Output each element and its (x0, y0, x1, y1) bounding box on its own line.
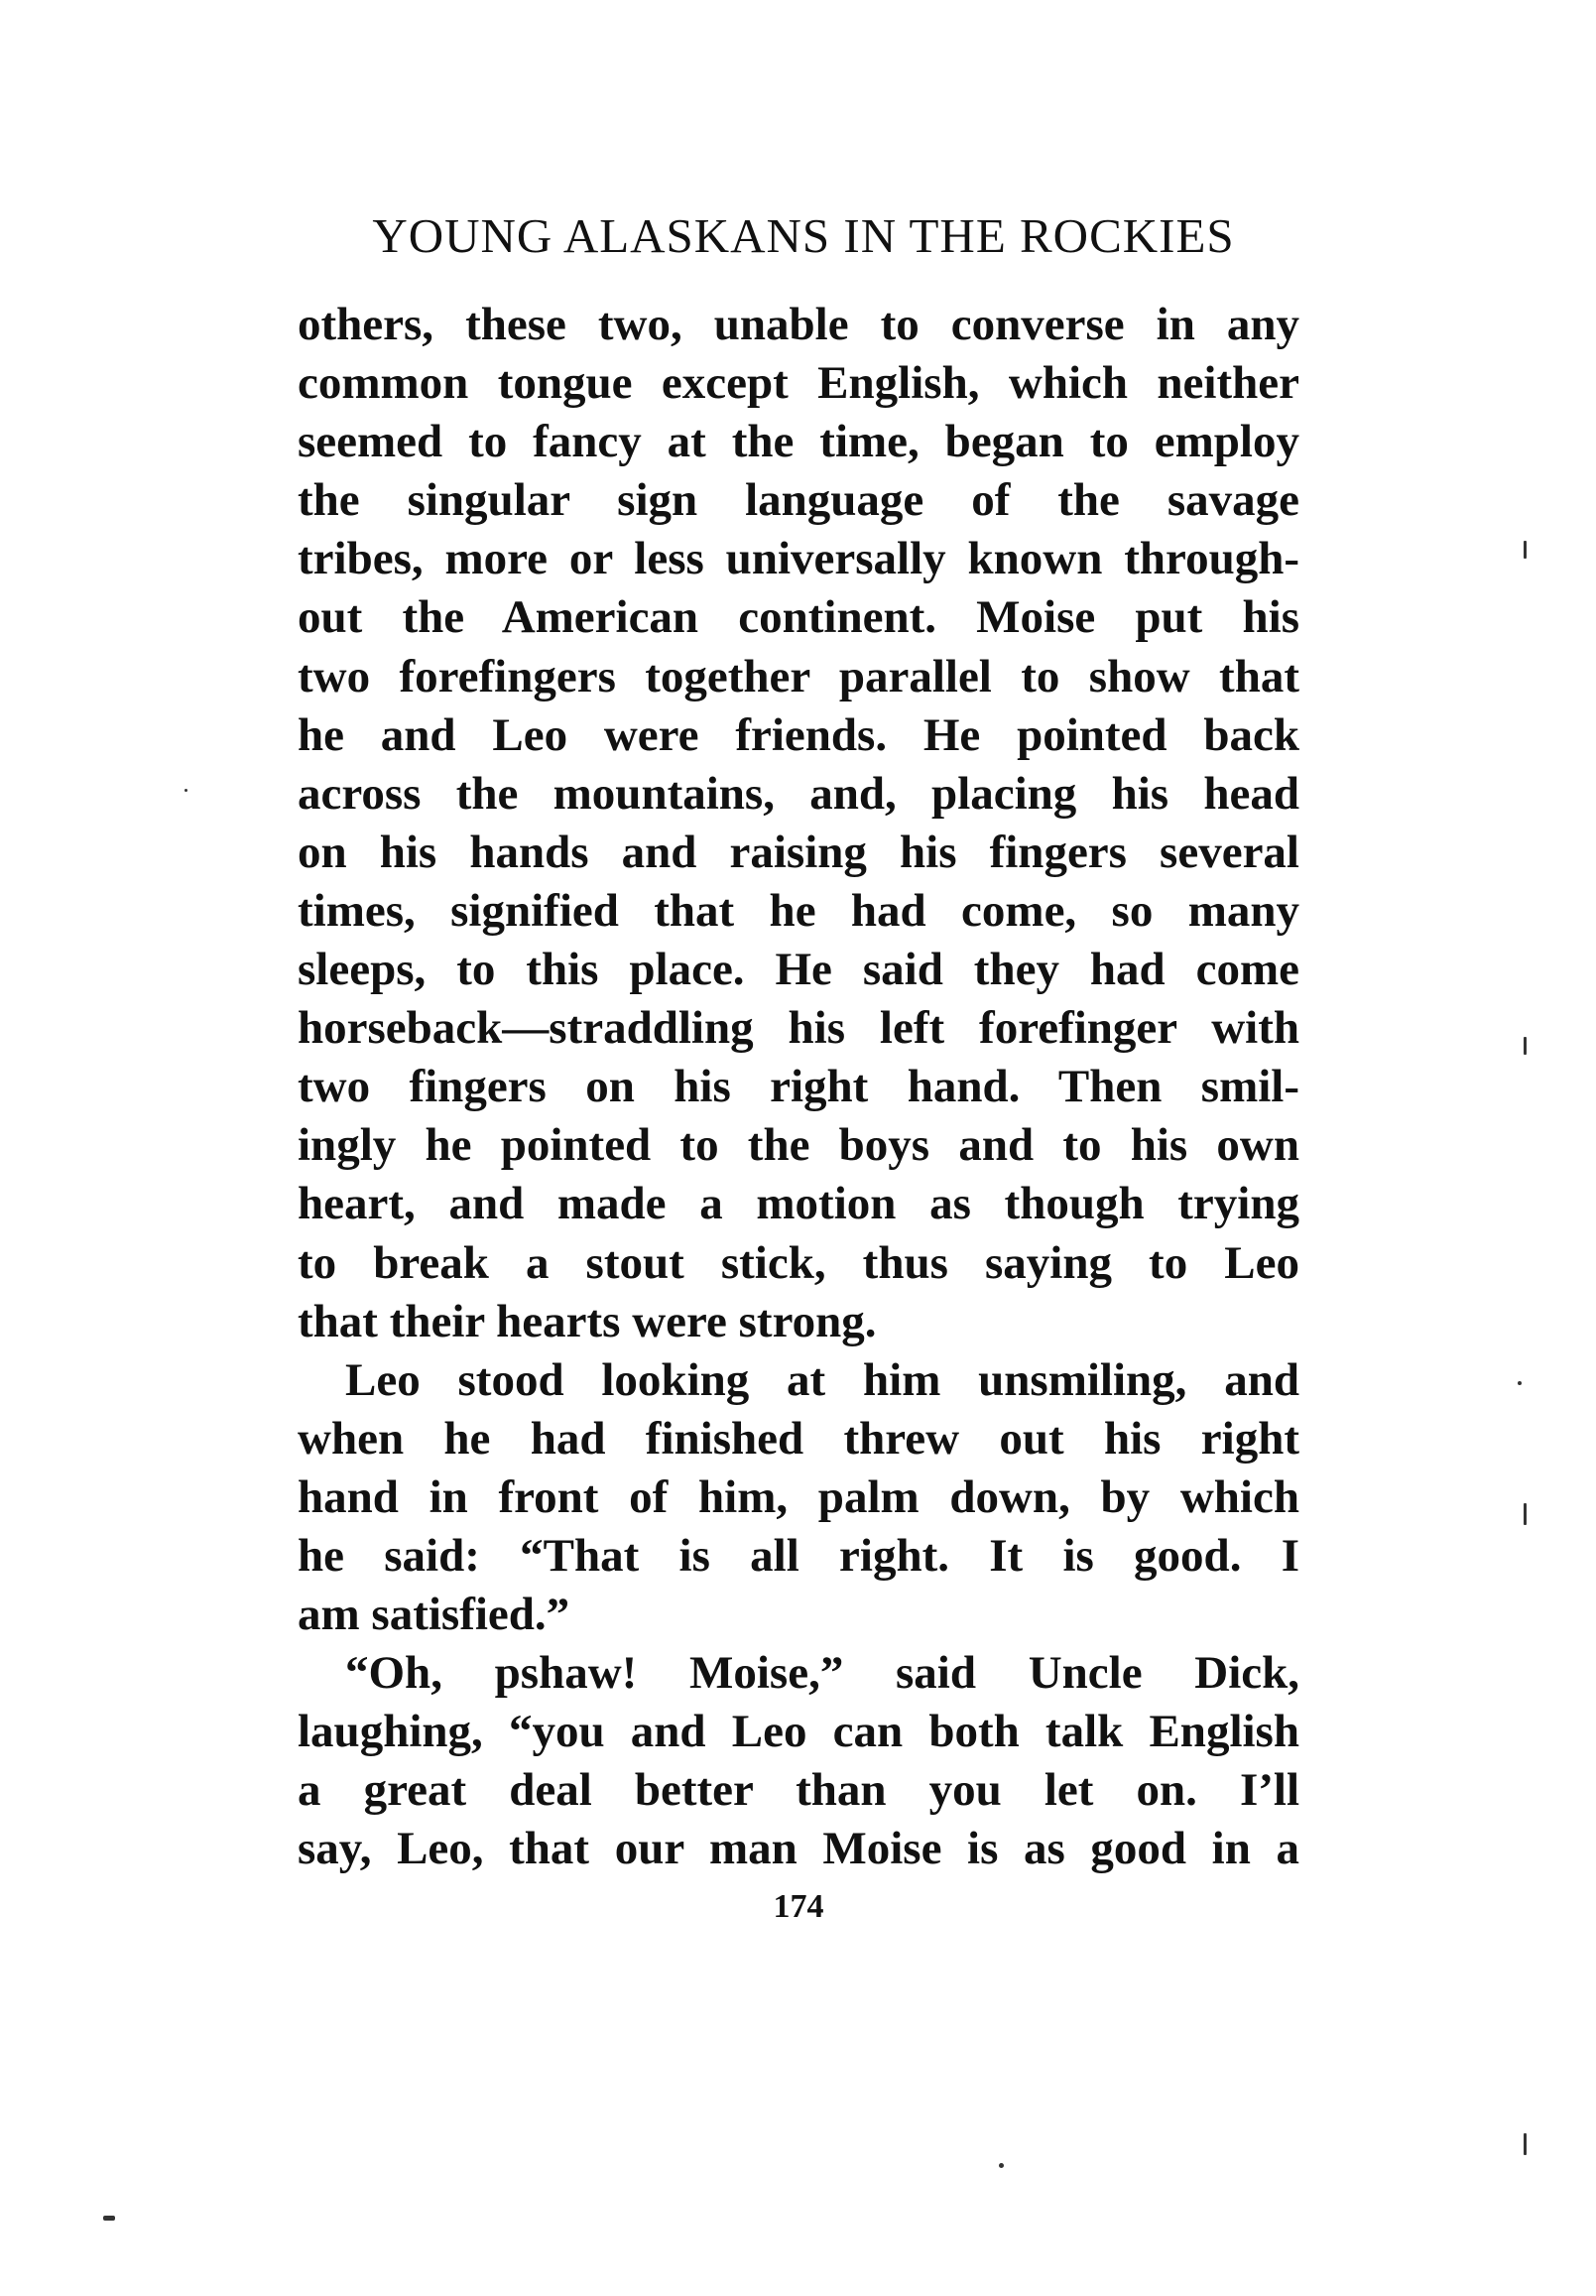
text-line: he said: “That is all right. It is good. I (298, 1529, 1299, 1582)
text-line: horseback—straddling his left forefinger with (298, 1002, 1299, 1055)
text-line: when he had finished threw out his right (298, 1412, 1299, 1465)
text-line: ingly he pointed to the boys and to his own (298, 1119, 1299, 1172)
text-line: out the American continent. Moise put his (298, 591, 1299, 644)
scan-speck (1524, 1503, 1527, 1525)
text-line: across the mountains, and, placing his head (298, 767, 1299, 820)
text-line: two forefingers together parallel to show that (298, 650, 1299, 702)
text-line: hand in front of him, palm down, by which (298, 1470, 1299, 1523)
text-line: two fingers on his right hand. Then smil- (298, 1061, 1299, 1113)
scan-speck (999, 2163, 1004, 2168)
text-line: to break a stout stick, thus saying to Leo (298, 1236, 1299, 1289)
text-line: he and Leo were friends. He pointed back (298, 708, 1299, 761)
text-line: times, signified that he had come, so many (298, 884, 1299, 937)
scan-speck (184, 789, 187, 792)
text-line: seemed to fancy at the time, began to employ (298, 416, 1299, 468)
text-line: sleeps, to this place. He said they had come (298, 944, 1299, 996)
text-line: common tongue except English, which neither (298, 357, 1299, 410)
paragraph-2 (298, 1351, 1299, 1644)
text-line: laughing, “you and Leo can both talk English (298, 1706, 1299, 1758)
text-line: Leo stood looking at him unsmiling, and (345, 1353, 1299, 1406)
text-line: that their hearts were strong. (298, 1295, 877, 1347)
scan-speck (1524, 541, 1527, 559)
scan-speck (1518, 1381, 1522, 1385)
body-text (298, 296, 1299, 1879)
scan-speck (1524, 2133, 1527, 2155)
text-line: heart, and made a motion as though trying (298, 1178, 1299, 1230)
scan-speck (103, 2216, 115, 2221)
text-line: am satisfied.” (298, 1589, 570, 1641)
text-line: tribes, more or less universally known through- (298, 533, 1299, 585)
text-line: others, these two, unable to converse in any (298, 299, 1299, 350)
paragraph-3 (298, 1644, 1299, 1878)
paragraph-1 (298, 296, 1299, 1351)
text-line: the singular sign language of the savage (298, 474, 1299, 527)
page-number: 174 (773, 1888, 824, 1925)
scan-speck (1524, 1037, 1527, 1055)
text-line: “Oh, pshaw! Moise,” said Uncle Dick, (345, 1647, 1299, 1700)
text-line: say, Leo, that our man Moise is as good in a (298, 1823, 1299, 1875)
running-head: YOUNG ALASKANS IN THE ROCKIES (372, 208, 1235, 263)
text-line: a great deal better than you let on. I’ll (298, 1764, 1299, 1817)
text-line: on his hands and raising his fingers several (298, 826, 1299, 878)
